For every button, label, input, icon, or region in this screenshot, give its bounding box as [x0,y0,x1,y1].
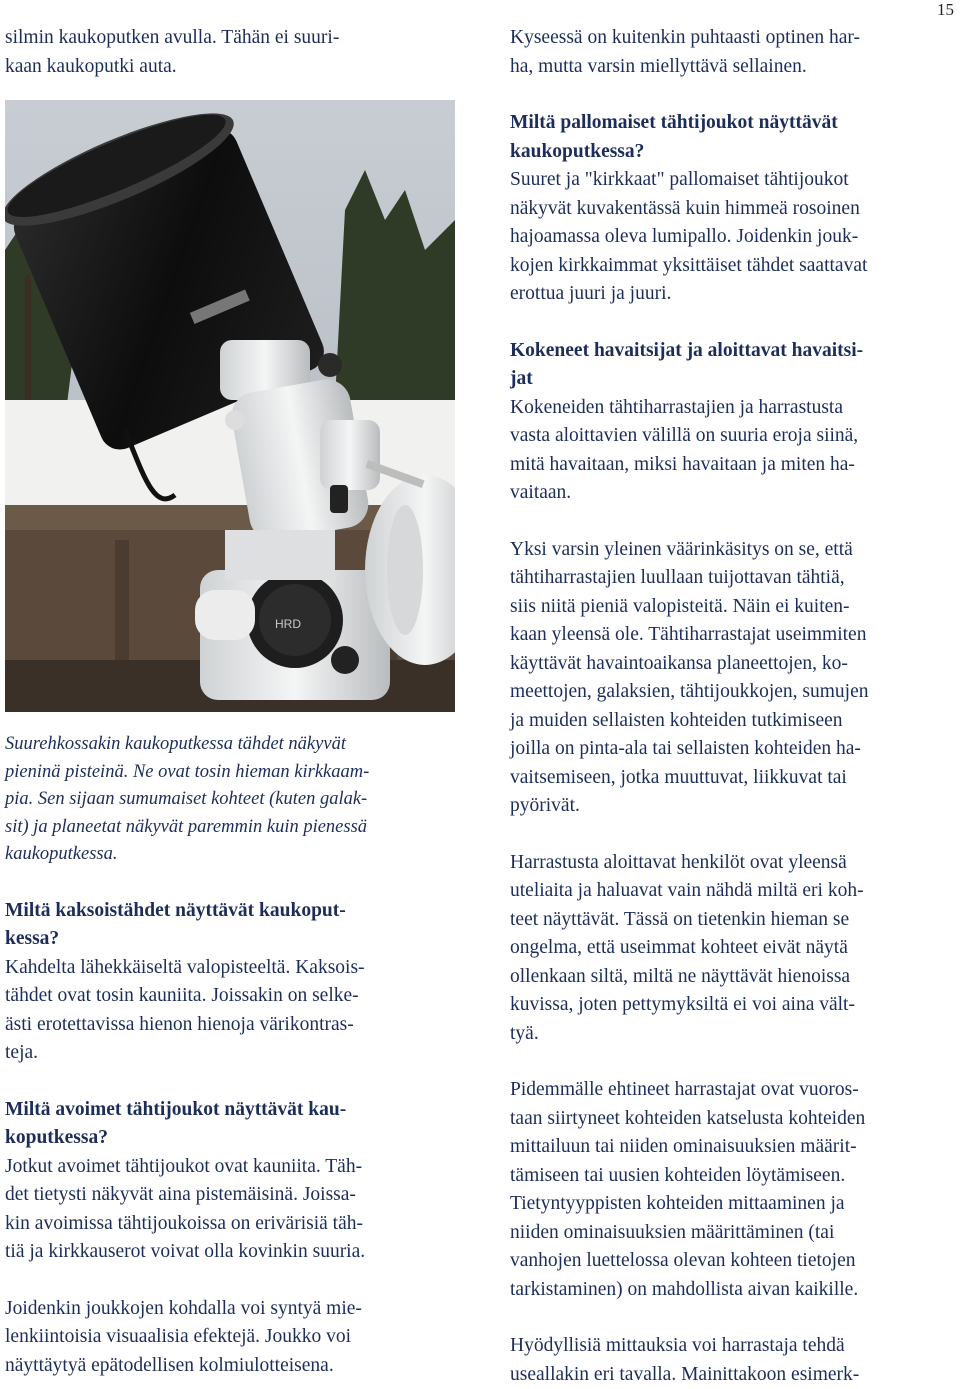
text-line: ja muiden sellaisten kohteiden tutkimiseen [510,709,843,731]
text-line: vasta aloittavien välillä on suuria eroja siinä, [510,425,859,446]
globular-clusters-heading [510,109,955,166]
text-line: ha, mutta varsin miellyttävä sellainen. [510,55,807,77]
text-line: käyttävät havaintoaikansa planeettojen, ko- [510,652,848,674]
text-line: jat [510,368,533,389]
advanced-paragraph [510,1076,955,1304]
text-line: kin avoimissa tähtijoukoissa on erivärisiä täh- [5,1212,363,1234]
text-line: tähdet ovat tosin kauniita. Joissakin on selke- [5,985,359,1006]
text-line: teet näyttävät. Tässä on tietenkin hieman se [510,908,850,930]
text-line: meettojen, galaksien, tähtijoukkojen, sumujen [510,681,869,702]
text-line: Suuret ja "kirkkaat" pallomaiset tähtijoukot [510,169,849,190]
text-line: näyttäytyä epätodellisen kolmiulotteisena. [5,1354,334,1376]
optical-illusion-paragraph [510,24,955,81]
text-line: kaukoputkessa? [510,140,645,162]
text-line: kuvissa, joten pettymyksiltä ei voi aina vält- [510,994,855,1015]
globular-clusters-paragraph [510,166,955,309]
visual-effects-paragraph [5,1295,455,1381]
text-line: useallakin eri tavalla. Mainittakoon esimerk- [510,1363,860,1385]
open-clusters-paragraph [5,1153,455,1267]
observers-paragraph [510,394,955,508]
text-line: vaitsemiseen, jotka muuttuvat, liikkuvat tai [510,766,847,788]
text-line: sit) ja planeetat näkyvät paremmin kuin pienessä [5,816,368,837]
page-number: 15 [937,0,954,19]
text-line: vaitaan. [510,482,572,503]
text-line: Joidenkin joukkojen kohdalla voi syntyä mie- [5,1297,362,1319]
text-line: vanhojen luettelossa olevan kohteen tietojen [510,1250,856,1271]
text-line: tiä ja kirkkauserot voivat olla kovinkin suuria. [5,1241,366,1262]
photo-caption [5,731,455,869]
text-line: kojen kirkkaimmat yksittäiset tähdet saattavat [510,254,868,276]
useful-measurements-paragraph [510,1332,955,1389]
beginners-paragraph [510,849,955,1049]
text-line: Miltä kaksoistähdet näyttävät kaukoput- [5,899,346,921]
text-line: Tietyntyyppisten kohteiden mittaaminen ja [510,1193,845,1214]
text-line: Miltä pallomaiset tähtijoukot näyttävät [510,112,838,133]
right-column [510,24,955,1389]
text-line: ästi erotettavissa hienon hienoja värikontras- [5,1013,354,1035]
left-top-paragraph [5,24,455,81]
text-line: Suurehkossakin kaukoputkessa tähdet näkyvät [5,734,346,754]
text-line: Hyödyllisiä mittauksia voi harrastaja tehdä [510,1335,845,1356]
text-line: det tietysti näkyvät aina pistemäisinä. Joissa- [5,1184,356,1205]
text-line: erottua juuri ja juuri. [510,283,672,304]
text-line: koputkessa? [5,1127,108,1148]
misconception-paragraph [510,536,955,821]
left-column-lower [5,731,455,1380]
text-line: Miltä avoimet tähtijoukot näyttävät kau- [5,1098,347,1120]
text-line: ongelma, että useimmat kohteet eivät näytä [510,937,848,958]
text-line: kessa? [5,928,60,949]
text-line: Kyseessä on kuitenkin puhtaasti optinen har- [510,27,860,48]
text-line: Harrastusta aloittavat henkilöt ovat yleensä [510,851,847,873]
text-line: tämiseen tai uusien kohteiden löytämiseen. [510,1164,846,1186]
observers-heading [510,337,955,394]
text-line: Jotkut avoimet tähtijoukot ovat kauniita. Täh- [5,1155,363,1177]
mount-label: HRD [275,617,301,631]
text-line: pia. Sen sijaan sumumaiset kohteet (kuten galak- [5,789,368,809]
text-line: niiden ominaisuuksien määrittäminen (tai [510,1221,835,1243]
text-line: Kokeneiden tähtiharrastajien ja harrastusta [510,396,843,418]
text-line: Kahdelta lähekkäiseltä valopisteeltä. Kaksois- [5,956,365,978]
text-line: Yksi varsin yleinen väärinkäsitys on se, että [510,538,853,560]
text-line: silmin kaukoputken avulla. Tähän ei suuri- [5,27,340,48]
double-stars-heading [5,897,455,954]
text-line: kaan yleensä ole. Tähtiharrastajat useimmiten [510,624,867,645]
text-line: pieninä pisteinä. Ne ovat tosin hieman kirkkaam- [5,761,370,782]
left-column [5,24,455,81]
text-line: siis niitä pieniä valopisteitä. Näin ei kuiten- [510,595,850,617]
text-line: pyörivät. [510,795,580,816]
text-line: tähtiharrastajien luullaan tuijottavan tähtiä, [510,567,845,588]
text-line: Pidemmälle ehtineet harrastajat ovat vuoros- [510,1079,859,1100]
text-line: kaan kaukoputki auta. [5,55,177,77]
double-stars-paragraph [5,954,455,1068]
text-line: kaukoputkessa. [5,844,118,864]
open-clusters-heading [5,1096,455,1153]
text-line: ollenkaan siltä, miltä ne näyttävät hienoissa [510,965,851,987]
text-line: uteliaita ja haluavat vain nähdä miltä eri koh- [510,880,864,901]
text-line: lenkiintoisia visuaalisia efektejä. Joukko voi [5,1326,352,1347]
text-line: näkyvät kuvakentässä kuin himmeä rosoinen [510,197,860,219]
text-line: taan siirtyneet kohteiden katselusta kohteiden [510,1107,866,1129]
text-line: mittailuun tai niiden ominaisuuksien määrit- [510,1136,857,1157]
text-line: Kokeneet havaitsijat ja aloittavat havaitsi- [510,339,864,361]
text-line: teja. [5,1042,39,1063]
text-line: mitä havaitaan, miksi havaitaan ja miten ha- [510,453,855,475]
text-line: tyä. [510,1022,539,1044]
text-line: hajoamassa oleva lumipallo. Joidenkin jouk- [510,226,859,247]
text-line: joilla on pinta-ala tai sellaisten kohteiden ha- [510,738,861,759]
text-line: tarkistaminen) on mahdollista aivan kaikille. [510,1278,859,1300]
telescope-photo [5,100,455,712]
